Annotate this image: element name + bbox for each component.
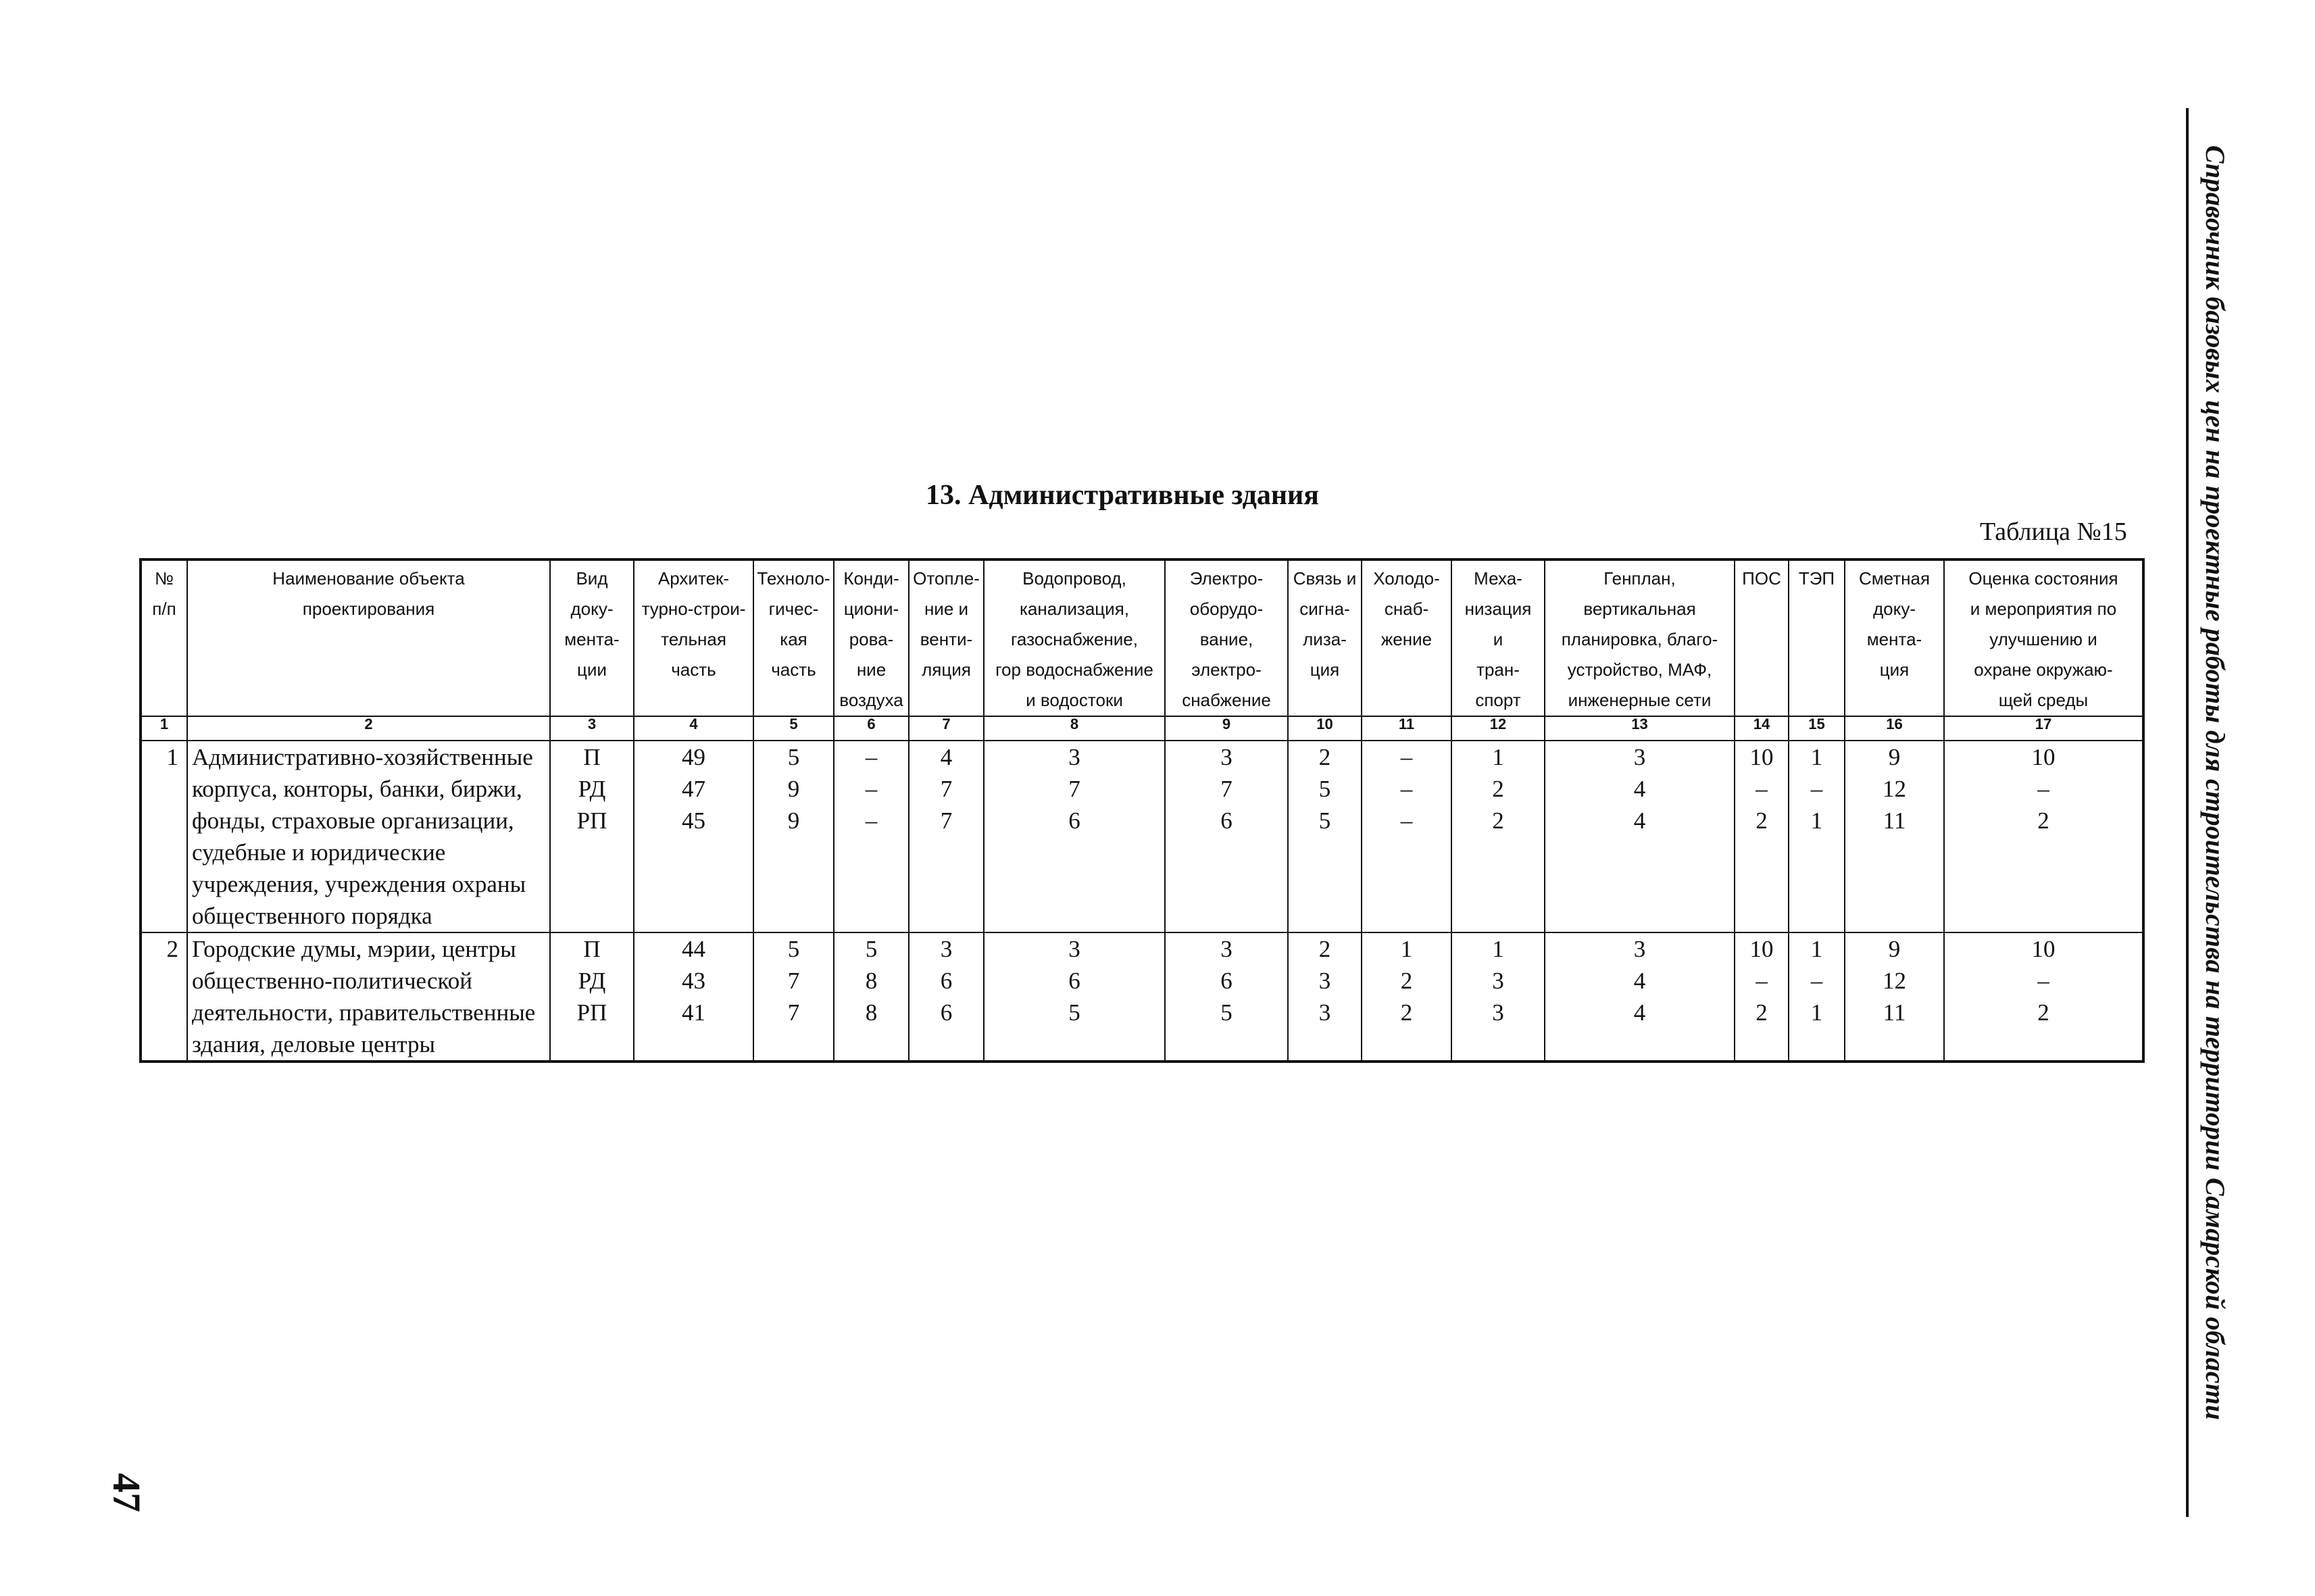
column-header (1451, 559, 1545, 716)
column-number-row (141, 716, 2143, 741)
value: 9 (787, 776, 800, 802)
column-header-line: Меха- (1474, 568, 1522, 589)
column-header-line: газоснабжение, (1010, 629, 1138, 649)
value: – (1400, 776, 1413, 802)
object-name-line: общественно-политической (192, 968, 472, 994)
value: 3 (1633, 936, 1646, 962)
value: 3 (1492, 999, 1504, 1026)
column-header-line: улучшению и (1989, 629, 2097, 649)
value: – (865, 744, 878, 770)
value: 2 (1318, 936, 1331, 962)
column-header-line: и (1493, 629, 1503, 649)
object-name-line: деятельности, правительственные (192, 999, 536, 1026)
row-number: 2 (141, 932, 187, 1062)
value: 10 (1749, 936, 1774, 962)
column-header-line: Конди- (843, 568, 899, 589)
object-name-line: фонды, страховые организации, (192, 807, 514, 834)
column-header-line: Водопровод, (1022, 568, 1126, 589)
column-header-line: рова- (849, 629, 894, 649)
value-cell (1944, 932, 2143, 1062)
column-header-line: снаб- (1384, 599, 1429, 619)
column-number: 7 (909, 716, 984, 741)
column-header-line: Холодо- (1373, 568, 1440, 589)
table-body (141, 741, 2143, 1062)
value-cell (1545, 741, 1735, 932)
value: 44 (682, 936, 705, 962)
row-number: 1 (141, 741, 187, 932)
value-cell (834, 741, 909, 932)
column-header (634, 559, 753, 716)
value: 2 (1400, 968, 1413, 994)
column-number: 6 (834, 716, 909, 741)
value: 1 (1810, 807, 1823, 834)
column-number: 12 (1451, 716, 1545, 741)
value: 3 (1318, 968, 1331, 994)
value: 4 (1633, 807, 1646, 834)
column-header-line: ПОС (1742, 568, 1781, 589)
value: 5 (1220, 999, 1233, 1026)
section-title: 13. Административные здания (926, 480, 1319, 511)
value: 7 (787, 999, 800, 1026)
value: 9 (1888, 744, 1901, 770)
column-header (1288, 559, 1362, 716)
value-cell (753, 741, 834, 932)
doc-type: П (583, 936, 601, 962)
column-header-line: низация (1464, 599, 1532, 619)
value-cell (1165, 741, 1288, 932)
value: 6 (1220, 968, 1233, 994)
column-header (1944, 559, 2143, 716)
value: 2 (2037, 807, 2049, 834)
price-table (139, 558, 2145, 1063)
value: – (1400, 744, 1413, 770)
value: 47 (682, 776, 705, 802)
column-header (753, 559, 834, 716)
value-cell (1362, 932, 1451, 1062)
header-row (141, 559, 2143, 716)
value: 41 (682, 999, 705, 1026)
value: 4 (1633, 776, 1646, 802)
column-header-line: спорт (1475, 690, 1521, 710)
value: 6 (1068, 807, 1080, 834)
column-header (550, 559, 634, 716)
value: 9 (787, 807, 800, 834)
value: 5 (1318, 807, 1331, 834)
column-number: 11 (1362, 716, 1451, 741)
column-header-line: кая (780, 629, 807, 649)
value: 7 (787, 968, 800, 994)
value: – (1756, 968, 1768, 994)
value: 1 (1400, 936, 1413, 962)
column-header-line: циони- (843, 599, 899, 619)
column-header-line: снабжение (1182, 690, 1271, 710)
column-header-line: Оценка состояния (1968, 568, 2118, 589)
column-header-line: венти- (920, 629, 973, 649)
column-header-line: доку- (1873, 599, 1916, 619)
column-header-line: Наименование объекта (272, 568, 465, 589)
column-number: 3 (550, 716, 634, 741)
value: 6 (1068, 968, 1080, 994)
value: 3 (1318, 999, 1331, 1026)
value: 3 (1220, 936, 1233, 962)
column-number: 2 (187, 716, 550, 741)
value: 43 (682, 968, 705, 994)
value-cell (1451, 741, 1545, 932)
column-header (1362, 559, 1451, 716)
column-number: 13 (1545, 716, 1735, 741)
value-cell (984, 741, 1165, 932)
value-cell (1944, 741, 2143, 932)
value: 1 (1492, 936, 1504, 962)
value: 8 (865, 999, 878, 1026)
value: 7 (1220, 776, 1233, 802)
column-header (984, 559, 1165, 716)
value: 9 (1888, 936, 1901, 962)
column-header-line: оборудо- (1189, 599, 1264, 619)
value: 10 (2031, 744, 2056, 770)
table-caption: Таблица №15 (1980, 518, 2127, 546)
value: 7 (940, 807, 953, 834)
object-name (187, 741, 550, 932)
doc-type-cell (550, 741, 634, 932)
doc-type: РД (578, 968, 606, 994)
column-header-line: ция (1310, 659, 1340, 680)
value-cell (1362, 741, 1451, 932)
value: 5 (787, 936, 800, 962)
column-number: 5 (753, 716, 834, 741)
sidebar-rule (2186, 108, 2189, 1517)
column-header-line: Сметная (1858, 568, 1931, 589)
column-header-line: ляция (922, 659, 971, 680)
value-cell (1545, 932, 1735, 1062)
column-header-line: и водостоки (1026, 690, 1123, 710)
column-header (1735, 559, 1789, 716)
value: 3 (940, 936, 953, 962)
value: 3 (1068, 936, 1080, 962)
value: 11 (1883, 807, 1906, 834)
column-header-line: устройство, МАФ, (1567, 659, 1712, 680)
column-header-line: электро- (1191, 659, 1262, 680)
value: 1 (1492, 744, 1504, 770)
column-header-line: щей среды (1998, 690, 2089, 710)
column-header-line: и мероприятия по (1970, 599, 2117, 619)
doc-type: П (583, 744, 601, 770)
value: 2 (1492, 776, 1504, 802)
column-header-line: канализация, (1019, 599, 1130, 619)
column-header-line: сигна- (1299, 599, 1350, 619)
value-cell (909, 741, 984, 932)
value-cell (1288, 932, 1362, 1062)
value-cell (1165, 932, 1288, 1062)
column-header-line: жение (1380, 629, 1433, 649)
column-header-line: проектирования (302, 599, 435, 619)
table-row (141, 741, 2143, 932)
value: 6 (1220, 807, 1233, 834)
value-cell (1288, 741, 1362, 932)
value: 8 (865, 968, 878, 994)
column-header-line: мента- (564, 629, 620, 649)
value-cell (984, 932, 1165, 1062)
column-header-line: п/п (152, 599, 176, 619)
value: 5 (865, 936, 878, 962)
column-header (909, 559, 984, 716)
value-cell (834, 932, 909, 1062)
page-number: 47 (105, 1473, 149, 1512)
column-header-line: Связь и (1293, 568, 1357, 589)
column-header (187, 559, 550, 716)
doc-type: РП (576, 999, 607, 1026)
column-header-line: воздуха (839, 690, 903, 710)
column-header-line: Вид (576, 568, 608, 589)
object-name-line: судебные и юридические (192, 839, 446, 866)
object-name (187, 932, 550, 1062)
column-number: 9 (1165, 716, 1288, 741)
value: – (1810, 776, 1823, 802)
value-cell (1451, 932, 1545, 1062)
value-cell (909, 932, 984, 1062)
column-header-line: гичес- (768, 599, 819, 619)
value-cell (1789, 932, 1845, 1062)
value-cell (634, 741, 753, 932)
column-number: 15 (1789, 716, 1845, 741)
value: – (1400, 807, 1413, 834)
value: 5 (1068, 999, 1080, 1026)
column-header (1845, 559, 1944, 716)
value: 12 (1883, 968, 1906, 994)
column-header-line: инженерные сети (1568, 690, 1712, 710)
column-header-line: ТЭП (1798, 568, 1835, 589)
value-cell (753, 932, 834, 1062)
column-number: 17 (1944, 716, 2143, 741)
column-number: 4 (634, 716, 753, 741)
value: – (2037, 968, 2049, 994)
doc-type: РП (576, 807, 607, 834)
value: 5 (1318, 776, 1331, 802)
column-header (834, 559, 909, 716)
value: 4 (1633, 999, 1646, 1026)
value-cell (634, 932, 753, 1062)
column-header-line: мента- (1866, 629, 1922, 649)
value: 3 (1633, 744, 1646, 770)
column-number: 8 (984, 716, 1165, 741)
table-row (141, 932, 2143, 1062)
value: 2 (1756, 999, 1768, 1026)
column-header-line: вертикальная (1583, 599, 1696, 619)
column-number: 14 (1735, 716, 1789, 741)
column-header-line: вание, (1199, 629, 1253, 649)
value: – (865, 807, 878, 834)
column-number: 1 (141, 716, 187, 741)
value: 3 (1492, 968, 1504, 994)
value: 4 (1633, 968, 1646, 994)
value: 10 (1749, 744, 1774, 770)
value: 2 (1400, 999, 1413, 1026)
column-header-line: ние и (924, 599, 969, 619)
value: 2 (2037, 999, 2049, 1026)
column-number: 16 (1845, 716, 1944, 741)
value: – (865, 776, 878, 802)
value-cell (1845, 741, 1944, 932)
column-header-line: тран- (1476, 659, 1520, 680)
object-name-line: Городские думы, мэрии, центры (192, 936, 516, 962)
object-name-line: корпуса, конторы, банки, биржи, (192, 776, 522, 802)
doc-type: РД (578, 776, 606, 802)
value: 45 (682, 807, 705, 834)
column-header-line: ция (1879, 659, 1910, 680)
value: – (1810, 968, 1823, 994)
value: 12 (1883, 776, 1906, 802)
column-header-line: тельная (661, 629, 726, 649)
column-header (1789, 559, 1845, 716)
column-header-line: доку- (570, 599, 614, 619)
column-header-line: планировка, благо- (1561, 629, 1718, 649)
value: 2 (1318, 744, 1331, 770)
value-cell (1735, 741, 1789, 932)
book-title: Справочник базовых цен на проектные работы для строительства на территории Самарской области (2200, 145, 2231, 1420)
value: 2 (1756, 807, 1768, 834)
column-header-line: часть (671, 659, 716, 680)
value: 6 (940, 999, 953, 1026)
column-header-line: ции (577, 659, 607, 680)
object-name-line: Административно-хозяйственные (192, 744, 533, 770)
value: 1 (1810, 936, 1823, 962)
value: 4 (940, 744, 953, 770)
column-header-line: гор водоснабжение (995, 659, 1153, 680)
column-header-line: ние (856, 659, 887, 680)
value: 1 (1810, 744, 1823, 770)
value: – (2037, 776, 2049, 802)
column-header-line: лиза- (1303, 629, 1347, 649)
value: 10 (2031, 936, 2056, 962)
object-name-line: здания, деловые центры (192, 1031, 435, 1057)
value: 7 (940, 776, 953, 802)
value: 5 (787, 744, 800, 770)
column-header (141, 559, 187, 716)
value: 1 (1810, 999, 1823, 1026)
column-header (1165, 559, 1288, 716)
value: 11 (1883, 999, 1906, 1026)
value: 3 (1068, 744, 1080, 770)
value: 2 (1492, 807, 1504, 834)
value: 7 (1068, 776, 1080, 802)
column-header-line: турно-строи- (641, 599, 746, 619)
column-header-line: охране окружаю- (1974, 659, 2113, 680)
column-header-line: Генплан, (1603, 568, 1676, 589)
column-header-line: Электро- (1189, 568, 1264, 589)
value: 3 (1220, 744, 1233, 770)
column-header-line: № (155, 568, 174, 589)
value: 6 (940, 968, 953, 994)
column-header-line: Отопле- (913, 568, 980, 589)
doc-type-cell (550, 932, 634, 1062)
object-name-line: общественного порядка (192, 903, 432, 929)
value-cell (1735, 932, 1789, 1062)
column-number: 10 (1288, 716, 1362, 741)
value: 49 (682, 744, 705, 770)
value: – (1756, 776, 1768, 802)
column-header-line: Архитек- (657, 568, 730, 589)
value-cell (1789, 741, 1845, 932)
column-header-line: Техноло- (757, 568, 830, 589)
column-header-line: часть (771, 659, 816, 680)
value-cell (1845, 932, 1944, 1062)
column-header (1545, 559, 1735, 716)
object-name-line: учреждения, учреждения охраны (192, 871, 526, 897)
